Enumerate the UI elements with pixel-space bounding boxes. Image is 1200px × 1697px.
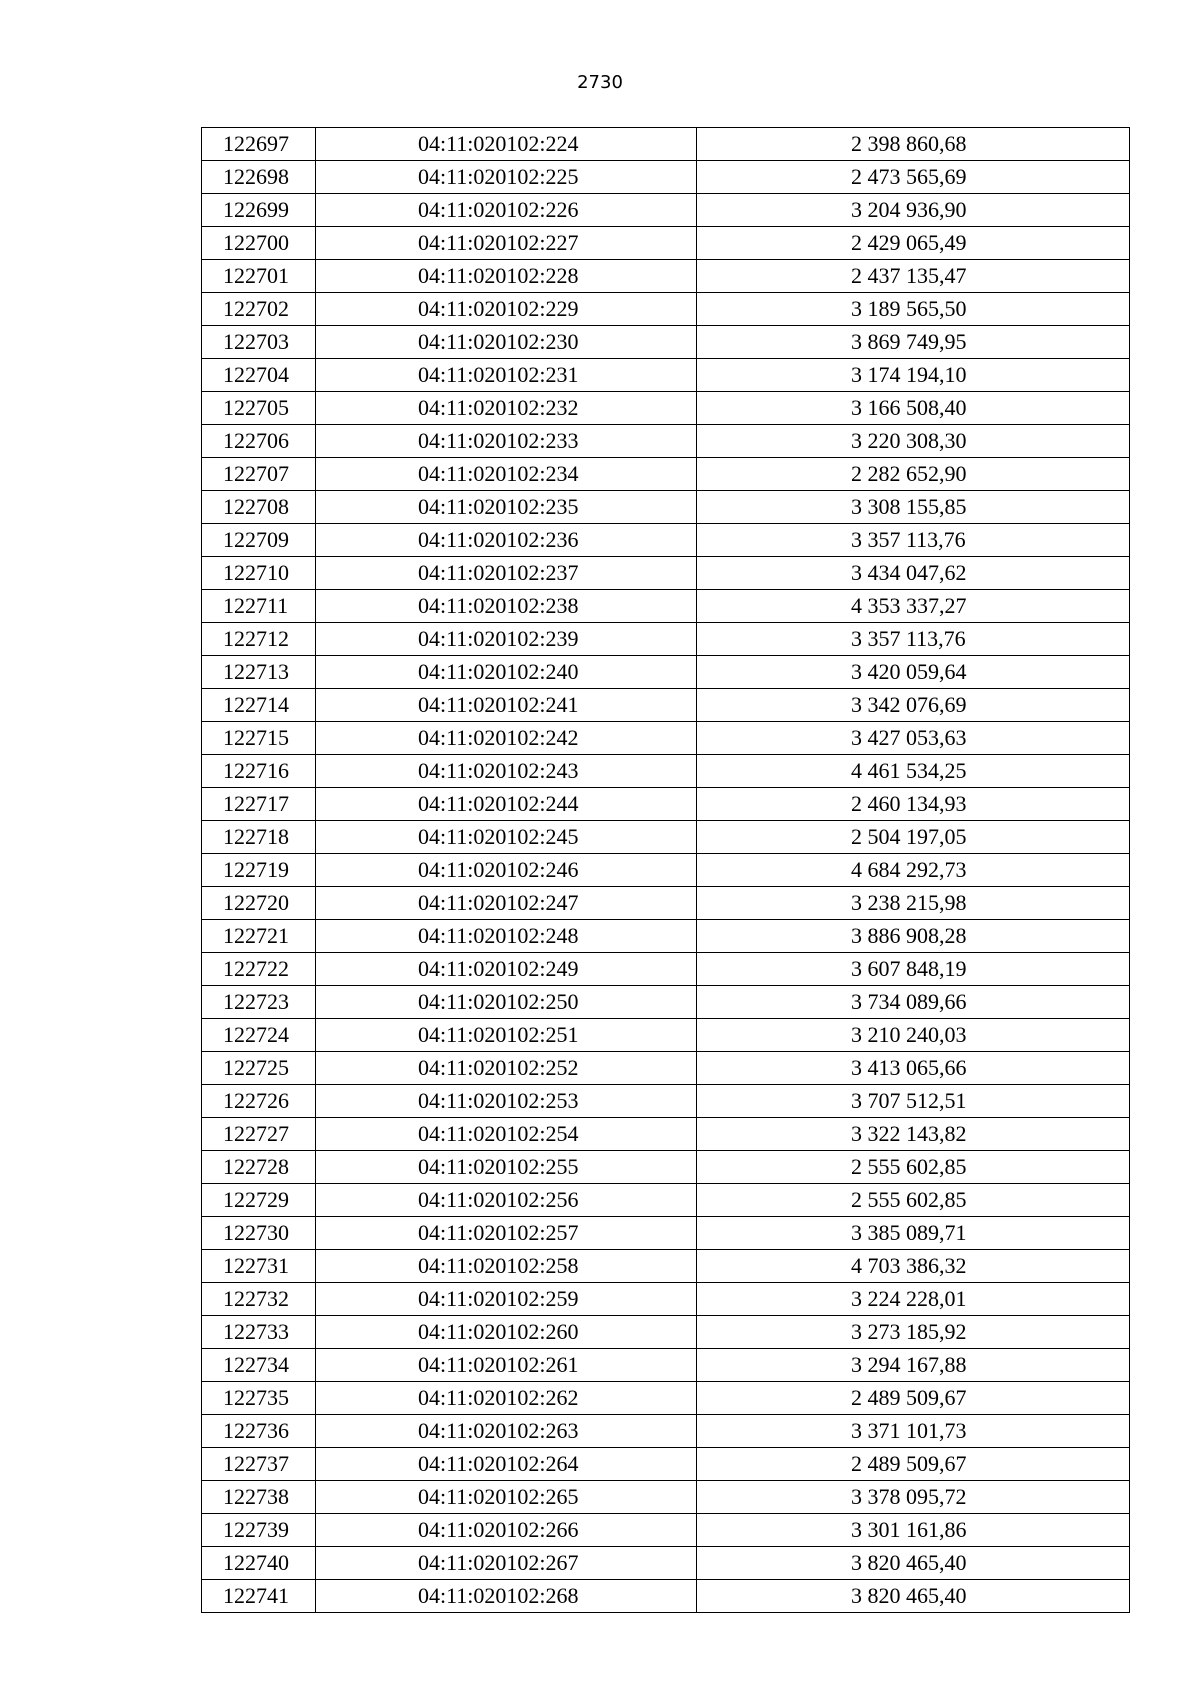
- table-row: [202, 920, 1130, 953]
- value-cell: 2 460 134,93: [697, 788, 1130, 821]
- value-cell: 2 473 565,69: [697, 161, 1130, 194]
- value-cell: 2 504 197,05: [697, 821, 1130, 854]
- value-cell: 3 189 565,50: [697, 293, 1130, 326]
- cadastral-number-cell: 04:11:020102:232: [316, 392, 697, 425]
- cadastral-number-cell: 04:11:020102:249: [316, 953, 697, 986]
- value-cell: 3 273 185,92: [697, 1316, 1130, 1349]
- value-cell: 3 301 161,86: [697, 1514, 1130, 1547]
- row-id-cell: 122729: [202, 1184, 316, 1217]
- cadastral-number-cell: 04:11:020102:263: [316, 1415, 697, 1448]
- table-row: [202, 359, 1130, 392]
- table-row: [202, 722, 1130, 755]
- page-number: 2730: [577, 72, 623, 93]
- cadastral-number-cell: 04:11:020102:241: [316, 689, 697, 722]
- cadastral-number-cell: 04:11:020102:233: [316, 425, 697, 458]
- row-id-cell: 122718: [202, 821, 316, 854]
- row-id-cell: 122731: [202, 1250, 316, 1283]
- value-cell: 3 427 053,63: [697, 722, 1130, 755]
- row-id-cell: 122739: [202, 1514, 316, 1547]
- value-cell: 2 489 509,67: [697, 1448, 1130, 1481]
- table-row: [202, 260, 1130, 293]
- value-cell: 3 294 167,88: [697, 1349, 1130, 1382]
- table-row: [202, 491, 1130, 524]
- row-id-cell: 122711: [202, 590, 316, 623]
- value-cell: 3 886 908,28: [697, 920, 1130, 953]
- cadastral-number-cell: 04:11:020102:266: [316, 1514, 697, 1547]
- row-id-cell: 122697: [202, 128, 316, 161]
- cadastral-number-cell: 04:11:020102:256: [316, 1184, 697, 1217]
- table-row: [202, 1547, 1130, 1580]
- cadastral-number-cell: 04:11:020102:242: [316, 722, 697, 755]
- row-id-cell: 122720: [202, 887, 316, 920]
- row-id-cell: 122715: [202, 722, 316, 755]
- cadastral-number-cell: 04:11:020102:226: [316, 194, 697, 227]
- cadastral-number-cell: 04:11:020102:253: [316, 1085, 697, 1118]
- table-row: [202, 1052, 1130, 1085]
- cadastral-number-cell: 04:11:020102:245: [316, 821, 697, 854]
- table-row: [202, 1019, 1130, 1052]
- cadastral-number-cell: 04:11:020102:235: [316, 491, 697, 524]
- value-cell: 3 357 113,76: [697, 524, 1130, 557]
- row-id-cell: 122703: [202, 326, 316, 359]
- cadastral-number-cell: 04:11:020102:252: [316, 1052, 697, 1085]
- cadastral-number-cell: 04:11:020102:262: [316, 1382, 697, 1415]
- table-row: [202, 1514, 1130, 1547]
- value-cell: 3 820 465,40: [697, 1580, 1130, 1613]
- row-id-cell: 122725: [202, 1052, 316, 1085]
- value-cell: 3 869 749,95: [697, 326, 1130, 359]
- value-cell: 3 308 155,85: [697, 491, 1130, 524]
- cadastral-number-cell: 04:11:020102:243: [316, 755, 697, 788]
- row-id-cell: 122717: [202, 788, 316, 821]
- table-row: [202, 1151, 1130, 1184]
- row-id-cell: 122723: [202, 986, 316, 1019]
- value-cell: 3 357 113,76: [697, 623, 1130, 656]
- cadastral-number-cell: 04:11:020102:257: [316, 1217, 697, 1250]
- table-row: [202, 590, 1130, 623]
- value-cell: 2 437 135,47: [697, 260, 1130, 293]
- value-cell: 3 174 194,10: [697, 359, 1130, 392]
- cadastral-number-cell: 04:11:020102:234: [316, 458, 697, 491]
- row-id-cell: 122730: [202, 1217, 316, 1250]
- row-id-cell: 122722: [202, 953, 316, 986]
- value-cell: 3 385 089,71: [697, 1217, 1130, 1250]
- value-cell: 3 820 465,40: [697, 1547, 1130, 1580]
- row-id-cell: 122706: [202, 425, 316, 458]
- value-cell: 3 378 095,72: [697, 1481, 1130, 1514]
- table-row: [202, 524, 1130, 557]
- cadastral-number-cell: 04:11:020102:254: [316, 1118, 697, 1151]
- value-cell: 3 413 065,66: [697, 1052, 1130, 1085]
- row-id-cell: 122736: [202, 1415, 316, 1448]
- row-id-cell: 122719: [202, 854, 316, 887]
- row-id-cell: 122713: [202, 656, 316, 689]
- table-row: [202, 1415, 1130, 1448]
- table-row: [202, 986, 1130, 1019]
- row-id-cell: 122724: [202, 1019, 316, 1052]
- row-id-cell: 122708: [202, 491, 316, 524]
- table-row: [202, 161, 1130, 194]
- row-id-cell: 122741: [202, 1580, 316, 1613]
- value-cell: 3 371 101,73: [697, 1415, 1130, 1448]
- cadastral-number-cell: 04:11:020102:261: [316, 1349, 697, 1382]
- table-row: [202, 1250, 1130, 1283]
- row-id-cell: 122728: [202, 1151, 316, 1184]
- value-cell: 3 166 508,40: [697, 392, 1130, 425]
- value-cell: 3 342 076,69: [697, 689, 1130, 722]
- table-row: [202, 557, 1130, 590]
- table-row: [202, 1283, 1130, 1316]
- value-cell: 3 707 512,51: [697, 1085, 1130, 1118]
- row-id-cell: 122732: [202, 1283, 316, 1316]
- row-id-cell: 122704: [202, 359, 316, 392]
- cadastral-number-cell: 04:11:020102:228: [316, 260, 697, 293]
- row-id-cell: 122699: [202, 194, 316, 227]
- row-id-cell: 122735: [202, 1382, 316, 1415]
- table-row: [202, 1481, 1130, 1514]
- row-id-cell: 122709: [202, 524, 316, 557]
- cadastral-number-cell: 04:11:020102:247: [316, 887, 697, 920]
- value-cell: 2 489 509,67: [697, 1382, 1130, 1415]
- row-id-cell: 122698: [202, 161, 316, 194]
- row-id-cell: 122702: [202, 293, 316, 326]
- cadastral-number-cell: 04:11:020102:265: [316, 1481, 697, 1514]
- value-cell: 2 555 602,85: [697, 1184, 1130, 1217]
- value-cell: 3 734 089,66: [697, 986, 1130, 1019]
- cadastral-number-cell: 04:11:020102:227: [316, 227, 697, 260]
- table-row: [202, 425, 1130, 458]
- value-cell: 3 238 215,98: [697, 887, 1130, 920]
- row-id-cell: 122734: [202, 1349, 316, 1382]
- table-row: [202, 755, 1130, 788]
- table-row: [202, 854, 1130, 887]
- table-row: [202, 1118, 1130, 1151]
- table-row: [202, 1184, 1130, 1217]
- value-cell: 2 282 652,90: [697, 458, 1130, 491]
- cadastral-number-cell: 04:11:020102:250: [316, 986, 697, 1019]
- value-cell: 3 420 059,64: [697, 656, 1130, 689]
- cadastral-number-cell: 04:11:020102:238: [316, 590, 697, 623]
- table-row: [202, 392, 1130, 425]
- row-id-cell: 122710: [202, 557, 316, 590]
- table-row: [202, 1316, 1130, 1349]
- cadastral-number-cell: 04:11:020102:236: [316, 524, 697, 557]
- cadastral-number-cell: 04:11:020102:259: [316, 1283, 697, 1316]
- value-cell: 2 555 602,85: [697, 1151, 1130, 1184]
- row-id-cell: 122727: [202, 1118, 316, 1151]
- cadastral-number-cell: 04:11:020102:258: [316, 1250, 697, 1283]
- value-cell: 4 353 337,27: [697, 590, 1130, 623]
- cadastral-number-cell: 04:11:020102:268: [316, 1580, 697, 1613]
- table-row: [202, 887, 1130, 920]
- value-cell: 4 461 534,25: [697, 755, 1130, 788]
- cadastral-number-cell: 04:11:020102:248: [316, 920, 697, 953]
- cadastre-table: [201, 127, 1130, 1613]
- cadastral-number-cell: 04:11:020102:244: [316, 788, 697, 821]
- cadastral-number-cell: 04:11:020102:240: [316, 656, 697, 689]
- cadastral-number-cell: 04:11:020102:229: [316, 293, 697, 326]
- table-row: [202, 623, 1130, 656]
- value-cell: 2 429 065,49: [697, 227, 1130, 260]
- table-row: [202, 953, 1130, 986]
- value-cell: 2 398 860,68: [697, 128, 1130, 161]
- table-row: [202, 1448, 1130, 1481]
- value-cell: 3 434 047,62: [697, 557, 1130, 590]
- row-id-cell: 122721: [202, 920, 316, 953]
- cadastral-number-cell: 04:11:020102:246: [316, 854, 697, 887]
- cadastral-number-cell: 04:11:020102:260: [316, 1316, 697, 1349]
- row-id-cell: 122733: [202, 1316, 316, 1349]
- row-id-cell: 122714: [202, 689, 316, 722]
- value-cell: 3 204 936,90: [697, 194, 1130, 227]
- row-id-cell: 122705: [202, 392, 316, 425]
- value-cell: 4 703 386,32: [697, 1250, 1130, 1283]
- row-id-cell: 122701: [202, 260, 316, 293]
- cadastral-number-cell: 04:11:020102:237: [316, 557, 697, 590]
- value-cell: 3 607 848,19: [697, 953, 1130, 986]
- row-id-cell: 122712: [202, 623, 316, 656]
- value-cell: 3 220 308,30: [697, 425, 1130, 458]
- cadastral-number-cell: 04:11:020102:230: [316, 326, 697, 359]
- table-row: [202, 293, 1130, 326]
- cadastral-number-cell: 04:11:020102:251: [316, 1019, 697, 1052]
- table-row: [202, 326, 1130, 359]
- cadastral-number-cell: 04:11:020102:225: [316, 161, 697, 194]
- table-row: [202, 1217, 1130, 1250]
- table-body: [202, 128, 1130, 1613]
- table-row: [202, 458, 1130, 491]
- row-id-cell: 122716: [202, 755, 316, 788]
- row-id-cell: 122738: [202, 1481, 316, 1514]
- cadastral-number-cell: 04:11:020102:224: [316, 128, 697, 161]
- table-row: [202, 656, 1130, 689]
- row-id-cell: 122700: [202, 227, 316, 260]
- table-row: [202, 194, 1130, 227]
- cadastral-number-cell: 04:11:020102:264: [316, 1448, 697, 1481]
- value-cell: 3 210 240,03: [697, 1019, 1130, 1052]
- value-cell: 3 322 143,82: [697, 1118, 1130, 1151]
- table-row: [202, 1580, 1130, 1613]
- row-id-cell: 122740: [202, 1547, 316, 1580]
- value-cell: 4 684 292,73: [697, 854, 1130, 887]
- table-row: [202, 227, 1130, 260]
- value-cell: 3 224 228,01: [697, 1283, 1130, 1316]
- cadastral-number-cell: 04:11:020102:239: [316, 623, 697, 656]
- table-row: [202, 689, 1130, 722]
- cadastral-number-cell: 04:11:020102:231: [316, 359, 697, 392]
- row-id-cell: 122726: [202, 1085, 316, 1118]
- table-row: [202, 1382, 1130, 1415]
- row-id-cell: 122737: [202, 1448, 316, 1481]
- table-row: [202, 128, 1130, 161]
- table-row: [202, 788, 1130, 821]
- table-row: [202, 1349, 1130, 1382]
- cadastral-number-cell: 04:11:020102:267: [316, 1547, 697, 1580]
- table-row: [202, 1085, 1130, 1118]
- row-id-cell: 122707: [202, 458, 316, 491]
- table-row: [202, 821, 1130, 854]
- cadastral-number-cell: 04:11:020102:255: [316, 1151, 697, 1184]
